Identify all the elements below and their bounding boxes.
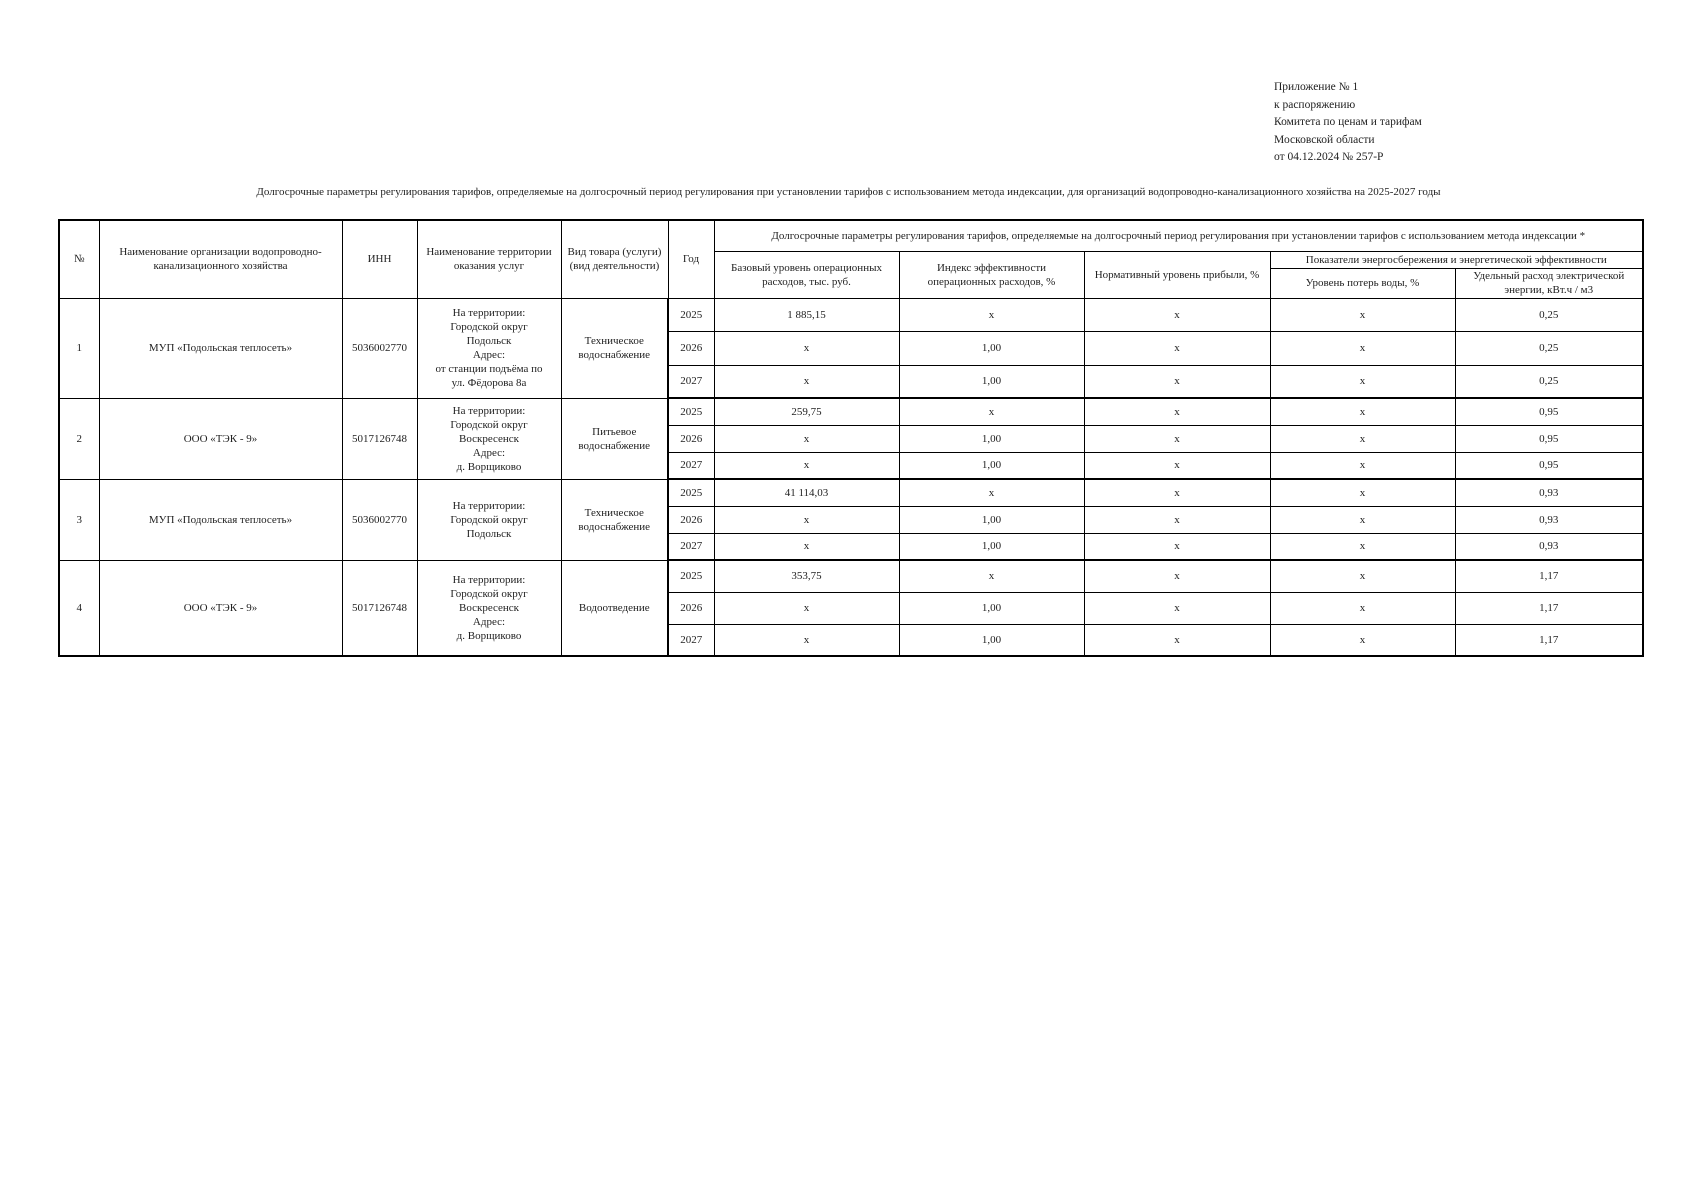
cell-year: 2026: [668, 425, 714, 452]
cell-electricity: 0,93: [1455, 479, 1643, 506]
cell-base-level: 41 114,03: [714, 479, 899, 506]
territory-line: На территории:: [452, 307, 526, 319]
territory-line: д. Ворщиково: [456, 460, 522, 473]
cell-service: [561, 479, 668, 560]
header-org: Наименование организации водопроводно-канализационного хозяйства: [99, 220, 342, 298]
cell-profit-level: х: [1084, 365, 1270, 398]
cell-water-loss: х: [1270, 560, 1455, 592]
cell-year: 2026: [668, 331, 714, 365]
org-group: [59, 560, 1643, 656]
header-energy-group: Показатели энергосбережения и энергетической эффективности: [1270, 251, 1643, 268]
cell-water-loss: х: [1270, 452, 1455, 479]
cell-efficiency-index: 1,00: [899, 533, 1084, 560]
cell-inn: 5036002770: [342, 298, 417, 398]
cell-year: 2027: [668, 452, 714, 479]
cell-base-level: х: [714, 592, 899, 624]
cell-efficiency-index: 1,00: [899, 331, 1084, 365]
header-electricity: Удельный расход электрической энергии, кВт.ч / м3: [1455, 268, 1643, 298]
cell-electricity: 1,17: [1455, 592, 1643, 624]
header-water-loss: Уровень потерь воды, %: [1270, 268, 1455, 298]
cell-profit-level: х: [1084, 592, 1270, 624]
cell-year: 2025: [668, 298, 714, 331]
cell-efficiency-index: 1,00: [899, 624, 1084, 656]
cell-water-loss: х: [1270, 592, 1455, 624]
territory-line: Адрес:: [472, 349, 506, 361]
header-inn: ИНН: [342, 220, 417, 298]
cell-efficiency-index: 1,00: [899, 365, 1084, 398]
cell-year: 2027: [668, 365, 714, 398]
territory-line: Подольск: [466, 335, 512, 347]
cell-efficiency-index: х: [899, 479, 1084, 506]
cell-base-level: 353,75: [714, 560, 899, 592]
cell-electricity: 1,17: [1455, 560, 1643, 592]
cell-efficiency-index: х: [899, 298, 1084, 331]
cell-profit-level: х: [1084, 298, 1270, 331]
cell-service: [561, 298, 668, 398]
territory-line: Городской округ: [450, 321, 528, 333]
cell-profit-level: х: [1084, 331, 1270, 365]
cell-num: 2: [59, 398, 99, 479]
territory-line: д. Ворщиково: [456, 629, 522, 642]
cell-service: [561, 398, 668, 479]
cell-electricity: 0,25: [1455, 331, 1643, 365]
appendix-line: Московской области: [1274, 133, 1375, 146]
cell-year: 2026: [668, 506, 714, 533]
header-profit-level: Нормативный уровень прибыли, %: [1084, 251, 1270, 298]
cell-electricity: 0,93: [1455, 533, 1643, 560]
cell-electricity: 0,95: [1455, 398, 1643, 425]
cell-efficiency-index: 1,00: [899, 506, 1084, 533]
cell-efficiency-index: х: [899, 560, 1084, 592]
cell-org: МУП «Подольская теплосеть»: [99, 298, 342, 398]
cell-profit-level: х: [1084, 560, 1270, 592]
header-params-group: Долгосрочные параметры регулирования тарифов, определяемые на долгосрочный период регулирования при установлении тарифов с использованием метода индексации *: [714, 220, 1643, 251]
header-efficiency-index: Индекс эффективности операционных расходов, %: [899, 251, 1084, 298]
cell-base-level: х: [714, 365, 899, 398]
cell-inn: 5036002770: [342, 479, 417, 560]
territory-line: Городской округ: [450, 587, 528, 600]
cell-territory: [417, 479, 561, 560]
cell-water-loss: х: [1270, 365, 1455, 398]
cell-efficiency-index: 1,00: [899, 425, 1084, 452]
cell-base-level: х: [714, 331, 899, 365]
cell-territory: [417, 398, 561, 479]
appendix-block: [1274, 79, 1422, 167]
territory-line: от станции подъёма по: [435, 363, 543, 375]
header-num: №: [59, 220, 99, 298]
cell-base-level: х: [714, 624, 899, 656]
cell-profit-level: х: [1084, 506, 1270, 533]
cell-base-level: х: [714, 425, 899, 452]
cell-water-loss: х: [1270, 398, 1455, 425]
header-base-level: Базовый уровень операционных расходов, тыс. руб.: [714, 251, 899, 298]
cell-electricity: 0,93: [1455, 506, 1643, 533]
org-group: [59, 479, 1643, 560]
appendix-line: к распоряжению: [1274, 98, 1356, 111]
territory-line: Воскресенск: [458, 432, 519, 445]
cell-electricity: 0,25: [1455, 298, 1643, 331]
cell-efficiency-index: 1,00: [899, 592, 1084, 624]
cell-base-level: х: [714, 533, 899, 560]
appendix-line: Комитета по ценам и тарифам: [1274, 116, 1422, 129]
territory-line: Городской округ: [450, 418, 528, 431]
service-line: водоснабжение: [578, 520, 651, 533]
cell-org: ООО «ТЭК - 9»: [99, 560, 342, 656]
document-title: Долгосрочные параметры регулирования тарифов, определяемые на долгосрочный период регулирования при установлении тарифов с использованием метода индексации, для организаций водопроводно-канализационного хозяйства на 2025-2027 годы: [256, 186, 1441, 198]
cell-org: ООО «ТЭК - 9»: [99, 398, 342, 479]
cell-service: [561, 560, 668, 656]
cell-profit-level: х: [1084, 479, 1270, 506]
service-line: Техническое: [584, 335, 644, 347]
org-group: [59, 398, 1643, 479]
cell-base-level: 1 885,15: [714, 298, 899, 331]
cell-profit-level: х: [1084, 398, 1270, 425]
org-group: [59, 298, 1643, 398]
cell-year: 2027: [668, 624, 714, 656]
tariff-table: [58, 219, 1644, 657]
territory-line: Подольск: [466, 527, 512, 540]
cell-profit-level: х: [1084, 624, 1270, 656]
cell-water-loss: х: [1270, 479, 1455, 506]
cell-water-loss: х: [1270, 331, 1455, 365]
cell-inn: 5017126748: [342, 560, 417, 656]
cell-year: 2025: [668, 398, 714, 425]
cell-efficiency-index: 1,00: [899, 452, 1084, 479]
appendix-line: Приложение № 1: [1274, 81, 1359, 93]
cell-year: 2025: [668, 560, 714, 592]
cell-water-loss: х: [1270, 425, 1455, 452]
cell-electricity: 1,17: [1455, 624, 1643, 656]
territory-line: Воскресенск: [458, 601, 519, 614]
service-line: водоснабжение: [578, 349, 651, 361]
cell-electricity: 0,25: [1455, 365, 1643, 398]
territory-line: На территории:: [452, 404, 526, 417]
cell-num: 1: [59, 298, 99, 398]
territory-line: Городской округ: [450, 513, 528, 526]
cell-profit-level: х: [1084, 452, 1270, 479]
cell-water-loss: х: [1270, 506, 1455, 533]
cell-profit-level: х: [1084, 533, 1270, 560]
cell-efficiency-index: х: [899, 398, 1084, 425]
cell-num: 3: [59, 479, 99, 560]
appendix-line: от 04.12.2024 № 257-Р: [1274, 151, 1384, 164]
header-service: Вид товара (услуги) (вид деятельности): [561, 220, 668, 298]
cell-year: 2025: [668, 479, 714, 506]
cell-electricity: 0,95: [1455, 425, 1643, 452]
cell-year: 2026: [668, 592, 714, 624]
cell-water-loss: х: [1270, 533, 1455, 560]
cell-electricity: 0,95: [1455, 452, 1643, 479]
header-year: Год: [668, 220, 714, 298]
cell-base-level: х: [714, 452, 899, 479]
territory-line: Адрес:: [472, 446, 506, 459]
cell-base-level: 259,75: [714, 398, 899, 425]
service-line: Техническое: [584, 506, 644, 519]
service-line: Водоотведение: [578, 601, 650, 614]
cell-num: 4: [59, 560, 99, 656]
cell-base-level: х: [714, 506, 899, 533]
cell-profit-level: х: [1084, 425, 1270, 452]
cell-inn: 5017126748: [342, 398, 417, 479]
cell-water-loss: х: [1270, 624, 1455, 656]
service-line: водоснабжение: [578, 439, 651, 452]
territory-line: ул. Фёдорова 8а: [451, 377, 527, 389]
cell-territory: [417, 560, 561, 656]
cell-org: МУП «Подольская теплосеть»: [99, 479, 342, 560]
cell-territory: [417, 298, 561, 398]
header-territory: Наименование территории оказания услуг: [417, 220, 561, 298]
cell-year: 2027: [668, 533, 714, 560]
service-line: Питьевое: [592, 425, 637, 438]
territory-line: На территории:: [452, 573, 526, 586]
cell-water-loss: х: [1270, 298, 1455, 331]
territory-line: Адрес:: [472, 615, 506, 628]
territory-line: На территории:: [452, 499, 526, 512]
